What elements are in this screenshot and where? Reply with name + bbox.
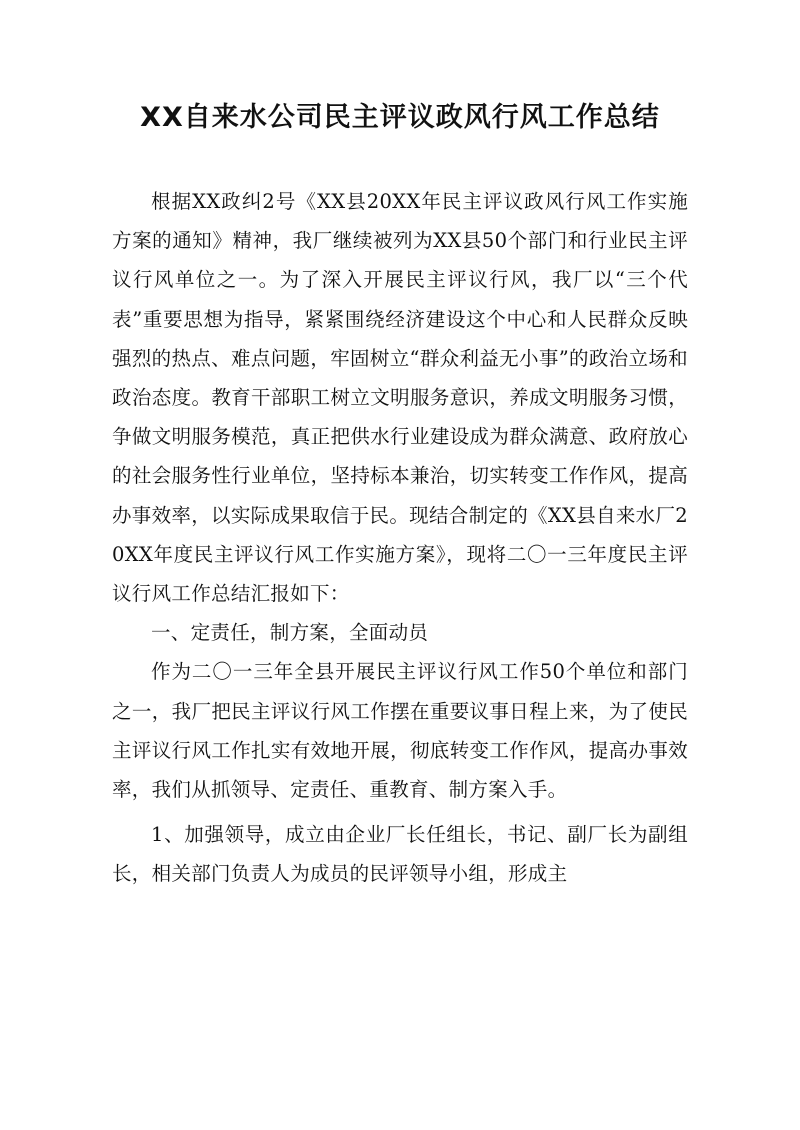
document-title: XX自来水公司民主评议政风行风工作总结: [140, 102, 660, 133]
paragraph-item-1: 1、加强领导，成立由企业厂长任组长，书记、副厂长为副组长，相关部门负责人为成员的民评领导小组，形成主: [112, 823, 688, 886]
paragraph-intro: 根据XX政纠2号《XX县20XX年民主评议政风行风工作实施方案的通知》精神，我厂继续被列为XX县50个部门和行业民主评议行风单位之一。为了深入开展民主评议行风，我厂以“三个代表”重要思想为指导，紧紧围绕经济建设这个中心和人民群众反映强烈的热点、难点问题，牢固树立“群众利益无小事”的政治立场和政治态度。教育干部职工树立文明服务意识，养成文明服务习惯，争做文明服务模范，真正把供水行业建设成为群众满意、政府放心的社会服务性行业单位，坚持标本兼治，切实转变工作作风，提高办事效率，以实际成果取信于民。现结合制定的《XX县自来水厂20XX年度民主评议行风工作实施方案》，现将二〇一三年度民主评议行风工作总结汇报如下：: [112, 190, 688, 606]
section-heading-1: 一、定责任，制方案，全面动员: [151, 621, 429, 645]
document-body: [112, 182, 688, 894]
paragraph-section-1: 作为二〇一三年全县开展民主评议行风工作50个单位和部门之一，我厂把民主评议行风工作摆在重要议事日程上来，为了使民主评议行风工作扎实有效地开展，彻底转变工作作风，提高办事效率，我们从抓领导、定责任、重教育、制方案入手。: [112, 660, 688, 802]
